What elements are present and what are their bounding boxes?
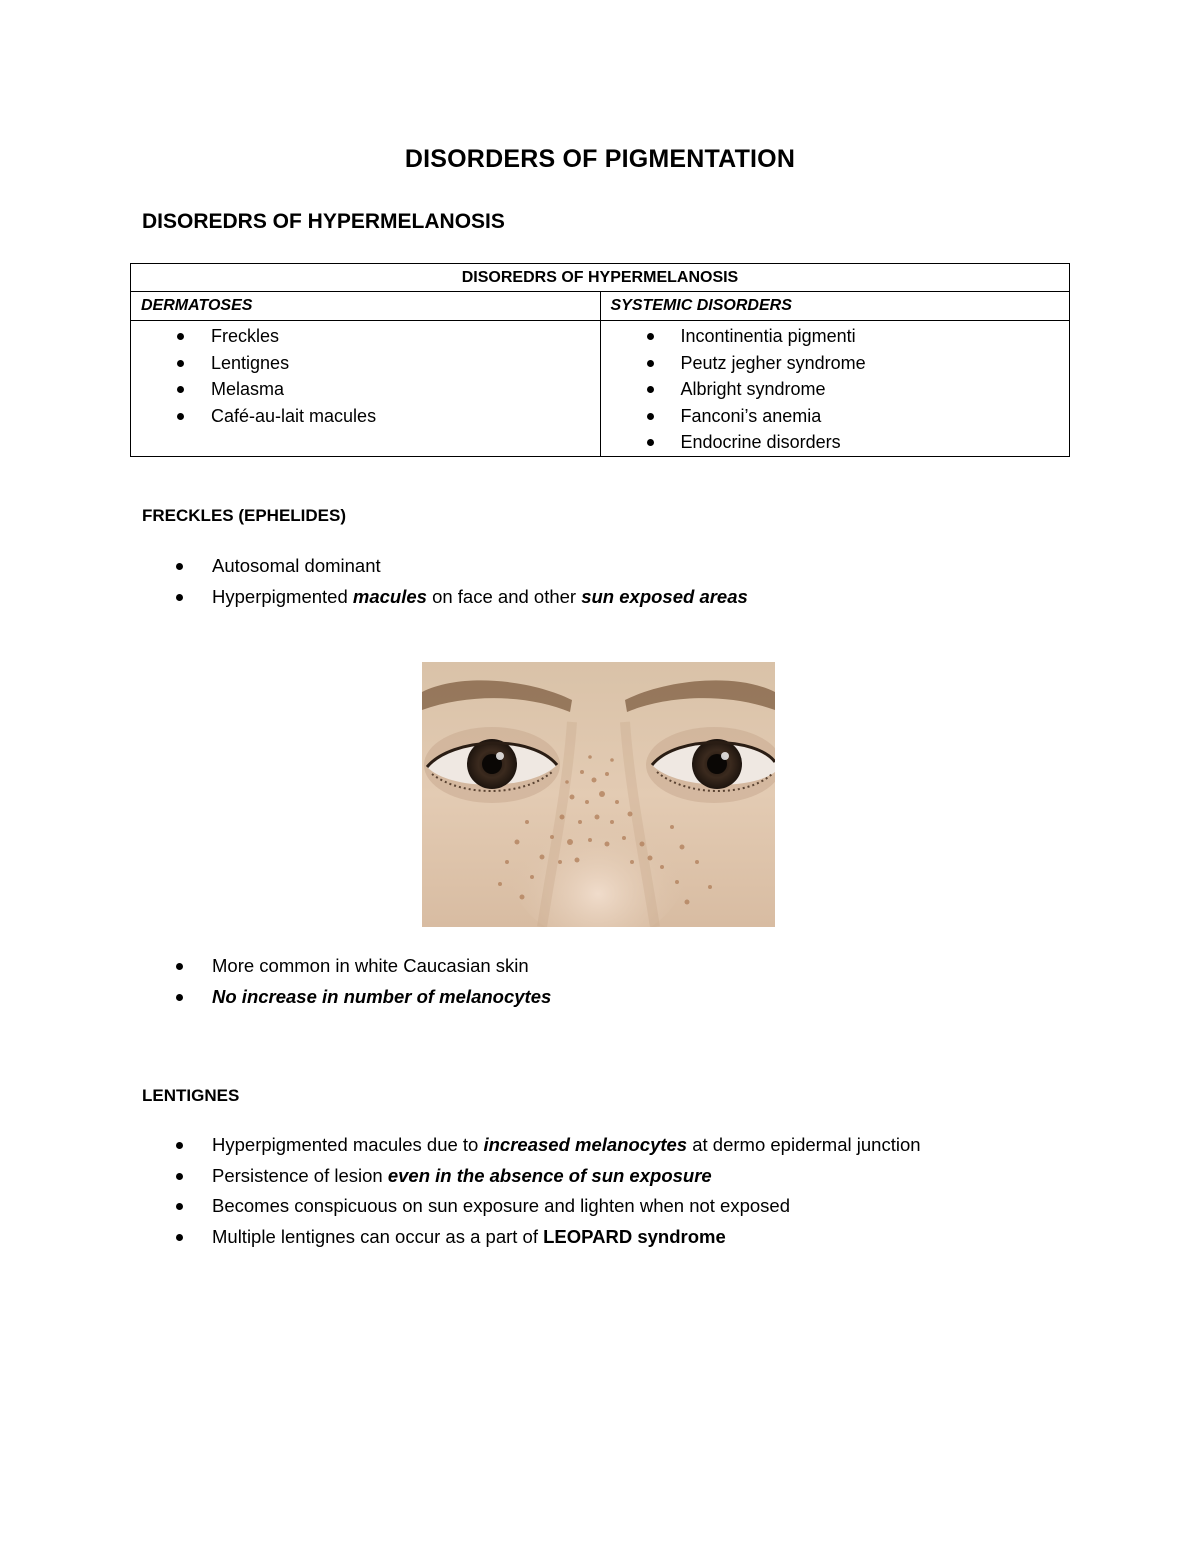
list-item: Fanconi’s anemia [611, 403, 1060, 430]
lentignes-heading: LENTIGNES [142, 1086, 240, 1105]
list-item: Lentignes [141, 350, 590, 377]
list-item: Freckles [141, 323, 590, 350]
list-item: Peutz jegher syndrome [611, 350, 1060, 377]
lentignes-list [142, 1130, 1102, 1252]
freckles-face-photo [422, 662, 775, 927]
emphasis-text: macules [352, 585, 427, 607]
list-item [142, 1191, 1102, 1222]
list-item [142, 582, 1102, 613]
bullet-text: Autosomal dominant [212, 555, 381, 576]
table-col-header-systemic: SYSTEMIC DISORDERS [600, 292, 1070, 321]
table-caption: DISOREDRS OF HYPERMELANOSIS [131, 264, 1070, 292]
hypermelanosis-table [130, 263, 1070, 457]
list-item: Incontinentia pigmenti [611, 323, 1060, 350]
bullet-text: on face and other [426, 585, 582, 607]
table-col-header-dermatoses: DERMATOSES [131, 292, 601, 321]
dermatoses-list [141, 323, 590, 429]
list-item [142, 1222, 1102, 1253]
bullet-text: Hyperpigmented macules due to [212, 1134, 484, 1155]
list-item [142, 982, 1102, 1013]
emphasis-text: sun exposed areas [581, 585, 748, 607]
emphasis-text: even in the absence of sun exposure [387, 1164, 712, 1186]
list-item [142, 1161, 1102, 1192]
bullet-text: Becomes conspicuous on sun exposure and lighten when not exposed [212, 1195, 790, 1216]
list-item [142, 551, 1102, 582]
emphasis-text: increased melanocytes [483, 1134, 688, 1155]
bullet-text: Hyperpigmented [212, 585, 353, 607]
bullet-text: Multiple lentignes can occur as a part of [212, 1225, 544, 1247]
table-cell-dermatoses [131, 321, 601, 457]
list-item: Café-au-lait macules [141, 403, 590, 430]
freckles-list-2 [142, 951, 1102, 1012]
list-item: Endocrine disorders [611, 429, 1060, 456]
list-item: Albright syndrome [611, 376, 1060, 403]
list-item [142, 951, 1102, 982]
freckles-heading: FRECKLES (EPHELIDES) [142, 506, 347, 525]
table-cell-systemic [600, 321, 1070, 457]
emphasis-text: No increase in number of melanocytes [212, 985, 552, 1007]
bullet-text: More common in white Caucasian skin [212, 955, 529, 976]
systemic-list [611, 323, 1060, 456]
bullet-text: at dermo epidermal junction [687, 1134, 921, 1155]
strong-text: LEOPARD syndrome [543, 1225, 726, 1247]
bullet-text: Persistence of lesion [212, 1164, 388, 1186]
freckles-list-1 [142, 551, 1102, 612]
page-title: DISORDERS OF PIGMENTATION [404, 145, 796, 173]
section-heading-hypermelanosis: DISOREDRS OF HYPERMELANOSIS [142, 210, 505, 233]
list-item: Melasma [141, 376, 590, 403]
list-item [142, 1130, 1102, 1161]
